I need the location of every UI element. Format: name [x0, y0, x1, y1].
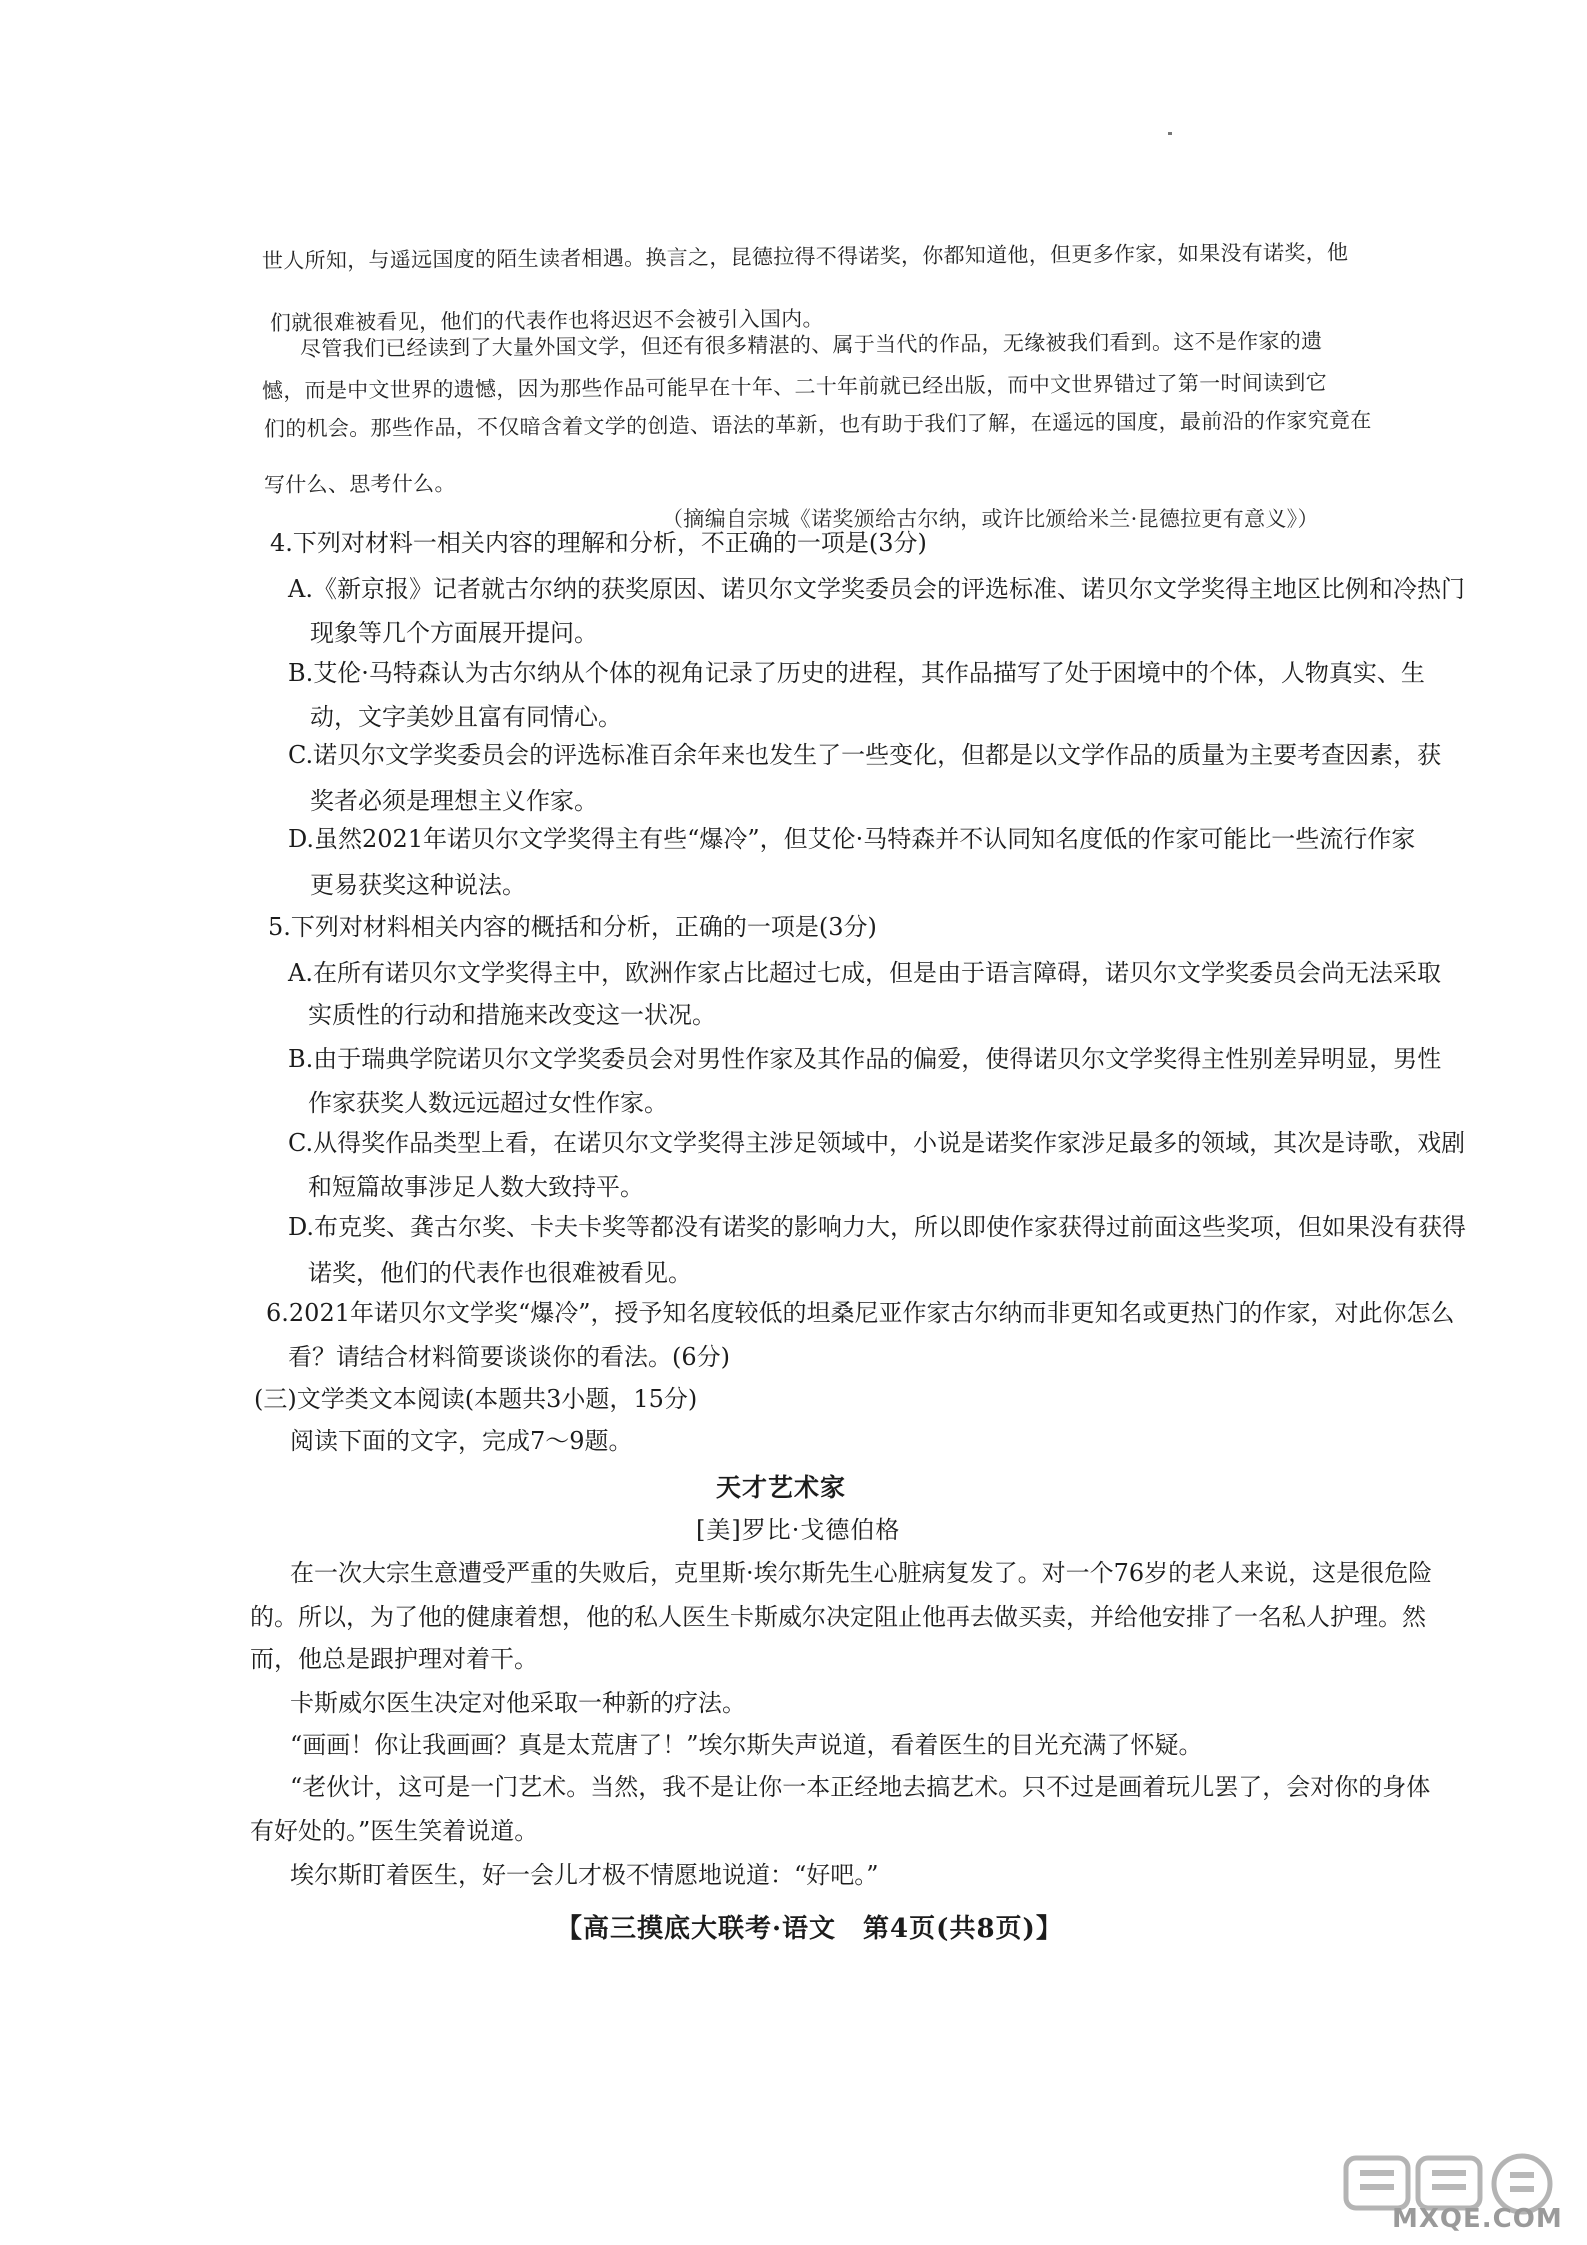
passage-line-6: 写什么、思考什么。 — [263, 471, 456, 497]
q5-option-c-line1: C.从得奖作品类型上看，在诺贝尔文学奖得主涉足领域中，小说是诺奖作家涉足最多的领域，其次是诗歌，戏剧 — [288, 1129, 1466, 1157]
q5-stem: 5.下列对材料相关内容的概括和分析，正确的一项是(3分) — [268, 913, 877, 941]
section3-heading: (三)文学类文本阅读(本题共3小题，15分) — [254, 1385, 698, 1413]
section3-instruction: 阅读下面的文字，完成7～9题。 — [290, 1427, 633, 1455]
q6-line1: 6.2021年诺贝尔文学奖“爆冷”，授予知名度较低的坦桑尼亚作家古尔纳而非更知名或更热门的作家，对此你怎么 — [266, 1299, 1455, 1327]
q4-stem: 4.下列对材料一相关内容的理解和分析，不正确的一项是(3分) — [270, 529, 927, 557]
story-paragraph-3: “画画！你让我画画？真是太荒唐了！”埃尔斯失声说道，看着医生的目光充满了怀疑。 — [290, 1731, 1203, 1759]
q4-option-d-line2: 更易获奖这种说法。 — [310, 871, 526, 899]
watermark-url: MXQE.COM — [1392, 2204, 1563, 2234]
q4-option-a-line2: 现象等几个方面展开提问。 — [310, 619, 598, 647]
passage-line-3: 尽管我们已经读到了大量外国文学，但还有很多精湛的、属于当代的作品，无缘被我们看到。这不是作家的遗 — [299, 328, 1323, 361]
story-paragraph-4-line1: “老伙计，这可是一门艺术。当然，我不是让你一本正经地去搞艺术。只不过是画着玩儿罢了，会对你的身体 — [290, 1773, 1431, 1801]
q4-option-d-line1: D.虽然2021年诺贝尔文学奖得主有些“爆冷”，但艾伦·马特森并不认同知名度低的作家可能比一些流行作家 — [288, 825, 1416, 853]
scan-speck — [1168, 132, 1172, 135]
story-paragraph-1-line1: 在一次大宗生意遭受严重的失败后，克里斯·埃尔斯先生心脏病复发了。对一个76岁的老人来说，这是很危险 — [290, 1559, 1433, 1587]
q4-option-b-line1: B.艾伦·马特森认为古尔纳从个体的视角记录了历史的进程，其作品描写了处于困境中的个体，人物真实、生 — [288, 659, 1425, 687]
story-paragraph-1-line3: 而，他总是跟护理对着干。 — [250, 1645, 538, 1673]
q5-option-d-line1: D.布克奖、龚古尔奖、卡夫卡奖等都没有诺奖的影响力大，所以即使作家获得过前面这些奖项，但如果没有获得 — [288, 1213, 1467, 1241]
q6-line2: 看？请结合材料简要谈谈你的看法。(6分) — [288, 1343, 730, 1371]
page-footer: 【高三摸底大联考·语文 第4页(共8页)】 — [556, 1914, 1063, 1944]
passage-line-5: 们的机会。那些作品，不仅暗含着文学的创造、语法的革新，也有助于我们了解，在遥远的国度，最前沿的作家究竟在 — [263, 408, 1372, 441]
q5-option-d-line2: 诺奖，他们的代表作也很难被看见。 — [308, 1259, 692, 1287]
q5-option-c-line2: 和短篇故事涉足人数大致持平。 — [308, 1173, 644, 1201]
story-title: 天才艺术家 — [716, 1473, 847, 1502]
story-author: [美]罗比·戈德伯格 — [696, 1516, 901, 1544]
story-paragraph-1-line2: 的。所以，为了他的健康着想，他的私人医生卡斯威尔决定阻止他再去做买卖，并给他安排了一名私人护理。然 — [250, 1603, 1426, 1631]
story-paragraph-4-line2: 有好处的。”医生笑着说道。 — [250, 1817, 539, 1845]
q4-option-c-line1: C.诺贝尔文学奖委员会的评选标准百余年来也发生了一些变化，但都是以文学作品的质量为主要考查因素，获 — [288, 741, 1442, 769]
q5-option-b-line2: 作家获奖人数远远超过女性作家。 — [308, 1089, 668, 1117]
q4-option-a-line1: A.《新京报》记者就古尔纳的获奖原因、诺贝尔文学奖委员会的评选标准、诺贝尔文学奖得主地区比例和冷热门 — [288, 575, 1465, 603]
q4-option-c-line2: 奖者必须是理想主义作家。 — [310, 787, 598, 815]
q4-option-b-line2: 动，文字美妙且富有同情心。 — [310, 703, 622, 731]
passage-source: （摘编自宗城《诺奖颁给古尔纳，或许比颁给米兰·昆德拉更有意义》） — [662, 507, 1319, 531]
passage-line-1: 世人所知，与遥远国度的陌生读者相遇。换言之，昆德拉得不得诺奖，你都知道他，但更多作家，如果没有诺奖，他 — [261, 240, 1349, 273]
passage-line-2: 们就很难被看见，他们的代表作也将迟迟不会被引入国内。 — [269, 306, 824, 335]
passage-line-4: 憾，而是中文世界的遗憾，因为那些作品可能早在十年、二十年前就已经出版，而中文世界错过了第一时间读到它 — [261, 370, 1328, 403]
q5-option-a-line2: 实质性的行动和措施来改变这一状况。 — [308, 1001, 716, 1029]
q5-option-a-line1: A.在所有诺贝尔文学奖得主中，欧洲作家占比超过七成，但是由于语言障碍，诺贝尔文学奖委员会尚无法采取 — [288, 959, 1441, 987]
q5-option-b-line1: B.由于瑞典学院诺贝尔文学奖委员会对男性作家及其作品的偏爱，使得诺贝尔文学奖得主性别差异明显，男性 — [288, 1045, 1442, 1073]
story-paragraph-5: 埃尔斯盯着医生，好一会儿才极不情愿地说道：“好吧。” — [290, 1861, 879, 1889]
story-paragraph-2: 卡斯威尔医生决定对他采取一种新的疗法。 — [290, 1689, 746, 1717]
